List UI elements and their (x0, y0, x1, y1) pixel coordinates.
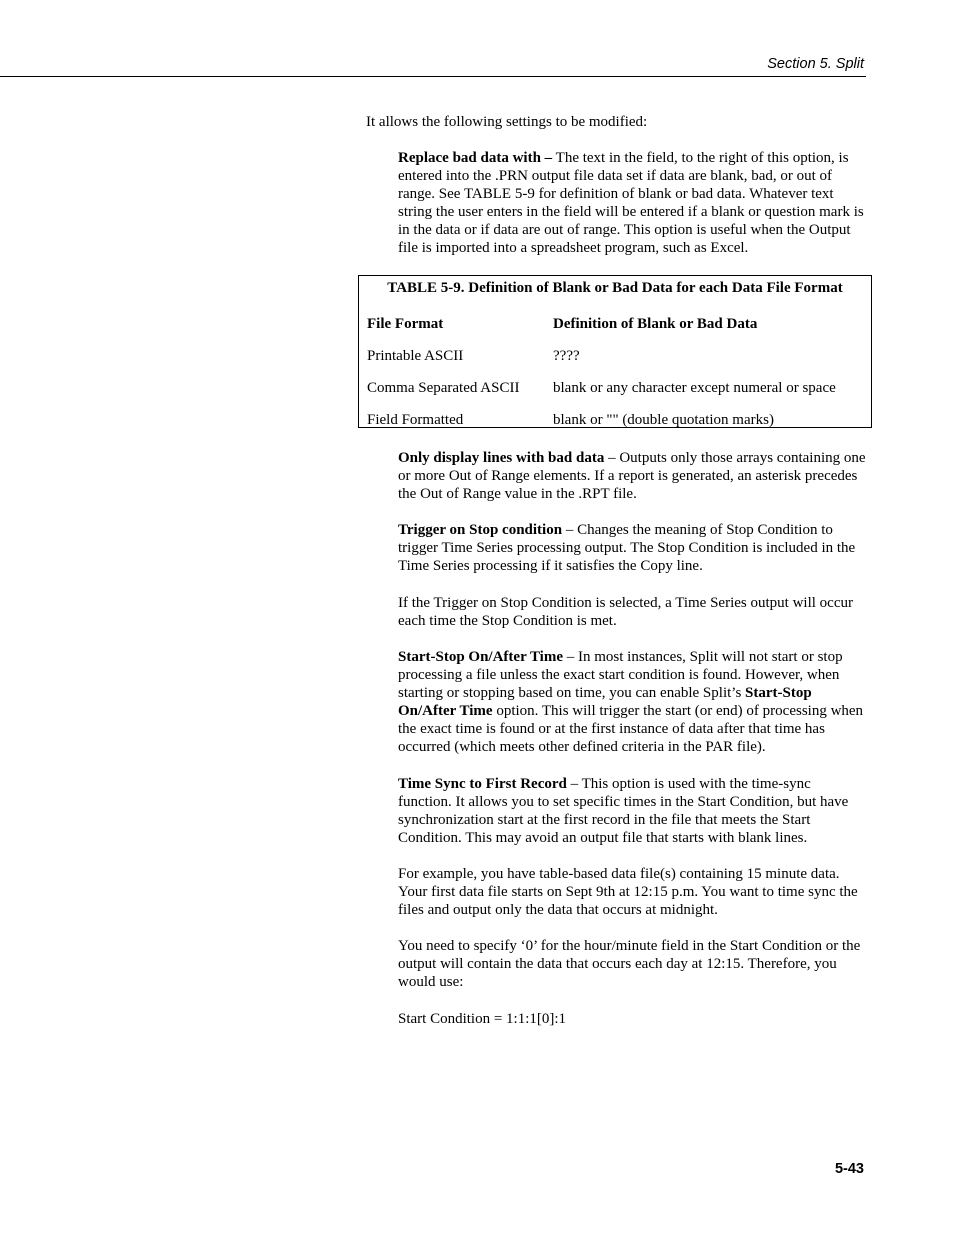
table-cell-format: Field Formatted (367, 412, 464, 428)
section-header: Section 5. Split (767, 56, 864, 72)
intro-paragraph: It allows the following settings to be modified: (366, 114, 648, 130)
start-stop-text: – In most instances, Split will not start or stop processing a file unless the exact start condition is found. However, when starting or stopping based on time, you can enable Split’s (398, 649, 843, 701)
table-cell-format: Comma Separated ASCII (367, 380, 520, 396)
replace-bad-data-label: Replace bad data with – (398, 150, 553, 166)
replace-bad-data-paragraph (398, 149, 866, 257)
start-stop-label: Start-Stop On/After Time (398, 649, 563, 665)
trigger-stop-label: Trigger on Stop condition (398, 522, 563, 538)
table-header-file-format: File Format (367, 316, 444, 332)
specify-paragraph: You need to specify ‘0’ for the hour/minute field in the Start Condition or the output will contain the data that occurs each day at 12:15. Therefore, you would use: (398, 938, 861, 990)
only-display-paragraph (398, 449, 866, 503)
time-sync-label: Time Sync to First Record (398, 776, 567, 792)
replace-bad-data-text: The text in the field, to the right of this option, is entered into the .PRN output file data set if data are blank, bad, or out of range. See TABLE 5-9 for definition of blank or bad data. Whatever text string the user enters in the field will be entered if a blank or question mark is in the data or if data are out of range. This option is useful when the Output file is imported into a spreadsheet program, such as Excel. (398, 150, 864, 256)
trigger-note-paragraph: If the Trigger on Stop Condition is selected, a Time Series output will occur each time the Stop Condition is met. (398, 595, 853, 629)
time-sync-text: – This option is used with the time-sync function. It allows you to set specific times in the Start Condition, but have synchronization start at the first record in the file that meets the Start Condition. This may avoid an output file that starts with blank lines. (398, 776, 849, 846)
bad-data-table (358, 275, 872, 428)
time-sync-paragraph (398, 775, 866, 847)
trigger-stop-text: – Changes the meaning of Stop Condition to trigger Time Series processing output. The Stop Condition is included in the Time Series processing if it satisfies the Copy line. (398, 522, 856, 574)
table-cell-definition: blank or "" (double quotation marks) (553, 412, 774, 428)
trigger-stop-paragraph (398, 521, 866, 575)
start-stop-label-inline: Start-Stop On/After Time (398, 685, 812, 719)
table-header-definition: Definition of Blank or Bad Data (553, 316, 758, 332)
start-stop-paragraph (398, 648, 866, 756)
header-rule (0, 76, 866, 77)
only-display-label: Only display lines with bad data (398, 450, 605, 466)
table-cell-format: Printable ASCII (367, 348, 464, 364)
start-condition-line: Start Condition = 1:1:1[0]:1 (398, 1011, 567, 1027)
table-title: TABLE 5-9. Definition of Blank or Bad Data for each Data File Format (387, 280, 843, 296)
example-paragraph: For example, you have table-based data file(s) containing 15 minute data. Your first data file starts on Sept 9th at 12:15 p.m. You want to time sync the files and output only the data that occurs at midnight. (398, 866, 858, 918)
only-display-text: – Outputs only those arrays containing one or more Out of Range elements. If a report is generated, an asterisk precedes the Out of Range value in the .RPT file. (398, 450, 866, 502)
page-number: 5-43 (834, 1161, 864, 1177)
table-cell-definition: ???? (553, 348, 580, 364)
start-stop-text-cont: option. This will trigger the start (or end) of processing when the exact time is found or at the first instance of data after that time has occurred (which meets other defined criteria in the PAR file). (398, 703, 864, 755)
table-cell-definition: blank or any character except numeral or space (553, 380, 836, 396)
